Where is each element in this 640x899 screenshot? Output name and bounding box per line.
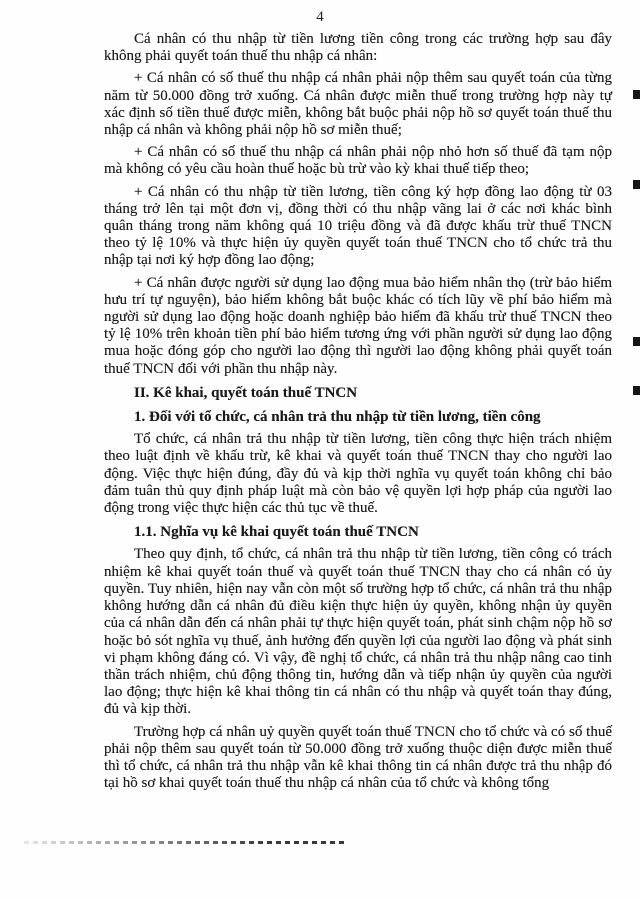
paragraph: Trường hợp cá nhân uỷ quyền quyết toán thuế TNCN cho tổ chức và có số thuế phải nộp thêm sau quyết toán từ 50.000 đồng trở xuống thuộc diện được miễn thuế thì tổ chức, cá nhân trả thu nhập vẫn kê khai thông tin cá nhân được trả thu nhập đó tại hồ sơ khai quyết toán thuế thu nhập cá nhân của tổ chức và không tổng bbox=[104, 723, 612, 792]
scan-edge-mark bbox=[633, 386, 640, 395]
section-heading: 1.1. Nghĩa vụ kê khai quyết toán thuế TNCN bbox=[134, 524, 419, 541]
section-heading: 1. Đối với tổ chức, cá nhân trả thu nhập từ tiền lương, tiền công bbox=[134, 409, 541, 426]
paragraph: Theo quy định, tổ chức, cá nhân trả thu nhập từ tiền lương, tiền công có trách nhiệm kê khai quyết toán thuế và quyết toán thuế TNCN thay cho cá nhân có ủy quyền. Tuy nhiên, hiện nay vẫn còn một số trường hợp tổ chức, cá nhân trả thu nhập không hướng dẫn cá nhân đủ điều kiện thực hiện ủy quyền, không nhận ủy quyền của cá nhân dẫn đến cá nhân phải tự thực hiện quyết toán, phát sinh chậm nộp hồ sơ hoặc bỏ sót nghĩa vụ thuế, ảnh hưởng đến quyền lợi của người lao động và phát sinh vi phạm không đáng có. Vì vậy, đề nghị tổ chức, cá nhân trả thu nhập nâng cao tinh thần trách nhiệm, chủ động thông tin, hướng dẫn và tiếp nhận ủy quyền của người lao động; thực hiện kê khai thông tin cá nhân có thu nhập và quyết toán thay đúng, đủ và kịp thời. bbox=[104, 546, 612, 718]
page-number: 4 bbox=[316, 9, 324, 25]
scan-noise-line bbox=[24, 841, 346, 844]
bullet-paragraph: + Cá nhân có số thuế thu nhập cá nhân phải nộp thêm sau quyết toán của từng năm từ 50.000 đồng trở xuống. Cá nhân được miễn thuế trong trường hợp này tự xác định số tiền thuế được miễn, không bắt buộc phải nộp hồ sơ quyết toán thuế thu nhập cá nhân và không phải nộp hồ sơ miễn thuế; bbox=[104, 70, 612, 139]
paragraph: Cá nhân có thu nhập từ tiền lương tiền công trong các trường hợp sau đây không phải quyết toán thuế thu nhập cá nhân: bbox=[104, 31, 612, 65]
scan-edge-mark bbox=[633, 180, 640, 189]
bullet-paragraph: + Cá nhân được người sử dụng lao động mua bảo hiểm nhân thọ (trừ bảo hiểm hưu trí tự nguyện), bảo hiểm không bắt buộc khác có tích lũy về phí bảo hiểm mà người sử dụng lao động hoặc doanh nghiệp bảo hiểm đã khấu trừ thuế TNCN theo tỷ lệ 10% trên khoản tiền phí bảo hiểm tương ứng với phần người sử dụng lao động mua hoặc đóng góp cho người lao động thì người lao động không phải quyết toán thuế TNCN đối với phần thu nhập này. bbox=[104, 274, 612, 377]
bullet-paragraph: + Cá nhân có thu nhập từ tiền lương, tiền công ký hợp đồng lao động từ 03 tháng trở lên tại một đơn vị, đồng thời có thu nhập vãng lai ở các nơi khác bình quân tháng trong năm không quá 10 triệu đồng và đã được khấu trừ thuế TNCN theo tỷ lệ 10% và thực hiện ủy quyền quyết toán thuế TNCN cho tổ chức trả thu nhập tại nơi ký hợp đồng lao động; bbox=[104, 183, 612, 269]
paragraph: Tổ chức, cá nhân trả thu nhập từ tiền lương, tiền công thực hiện trách nhiệm theo luật định về khấu trừ, kê khai và quyết toán thuế TNCN thay cho người lao động. Việc thực hiện đúng, đầy đủ và kịp thời nghĩa vụ quyết toán không chỉ bảo đảm tuân thủ quy định pháp luật mà còn bảo vệ quyền lợi hợp pháp của người lao động trong việc thực hiện các thủ tục về thuế. bbox=[104, 431, 612, 517]
scan-edge-mark bbox=[633, 90, 640, 99]
scan-edge-mark bbox=[633, 337, 640, 346]
section-heading: II. Kê khai, quyết toán thuế TNCN bbox=[134, 384, 358, 401]
document-body bbox=[104, 31, 612, 792]
bullet-paragraph: + Cá nhân có số thuế thu nhập cá nhân phải nộp nhỏ hơn số thuế đã tạm nộp mà không có yêu cầu hoàn thuế hoặc bù trừ vào kỳ khai thuế tiếp theo; bbox=[104, 144, 612, 178]
